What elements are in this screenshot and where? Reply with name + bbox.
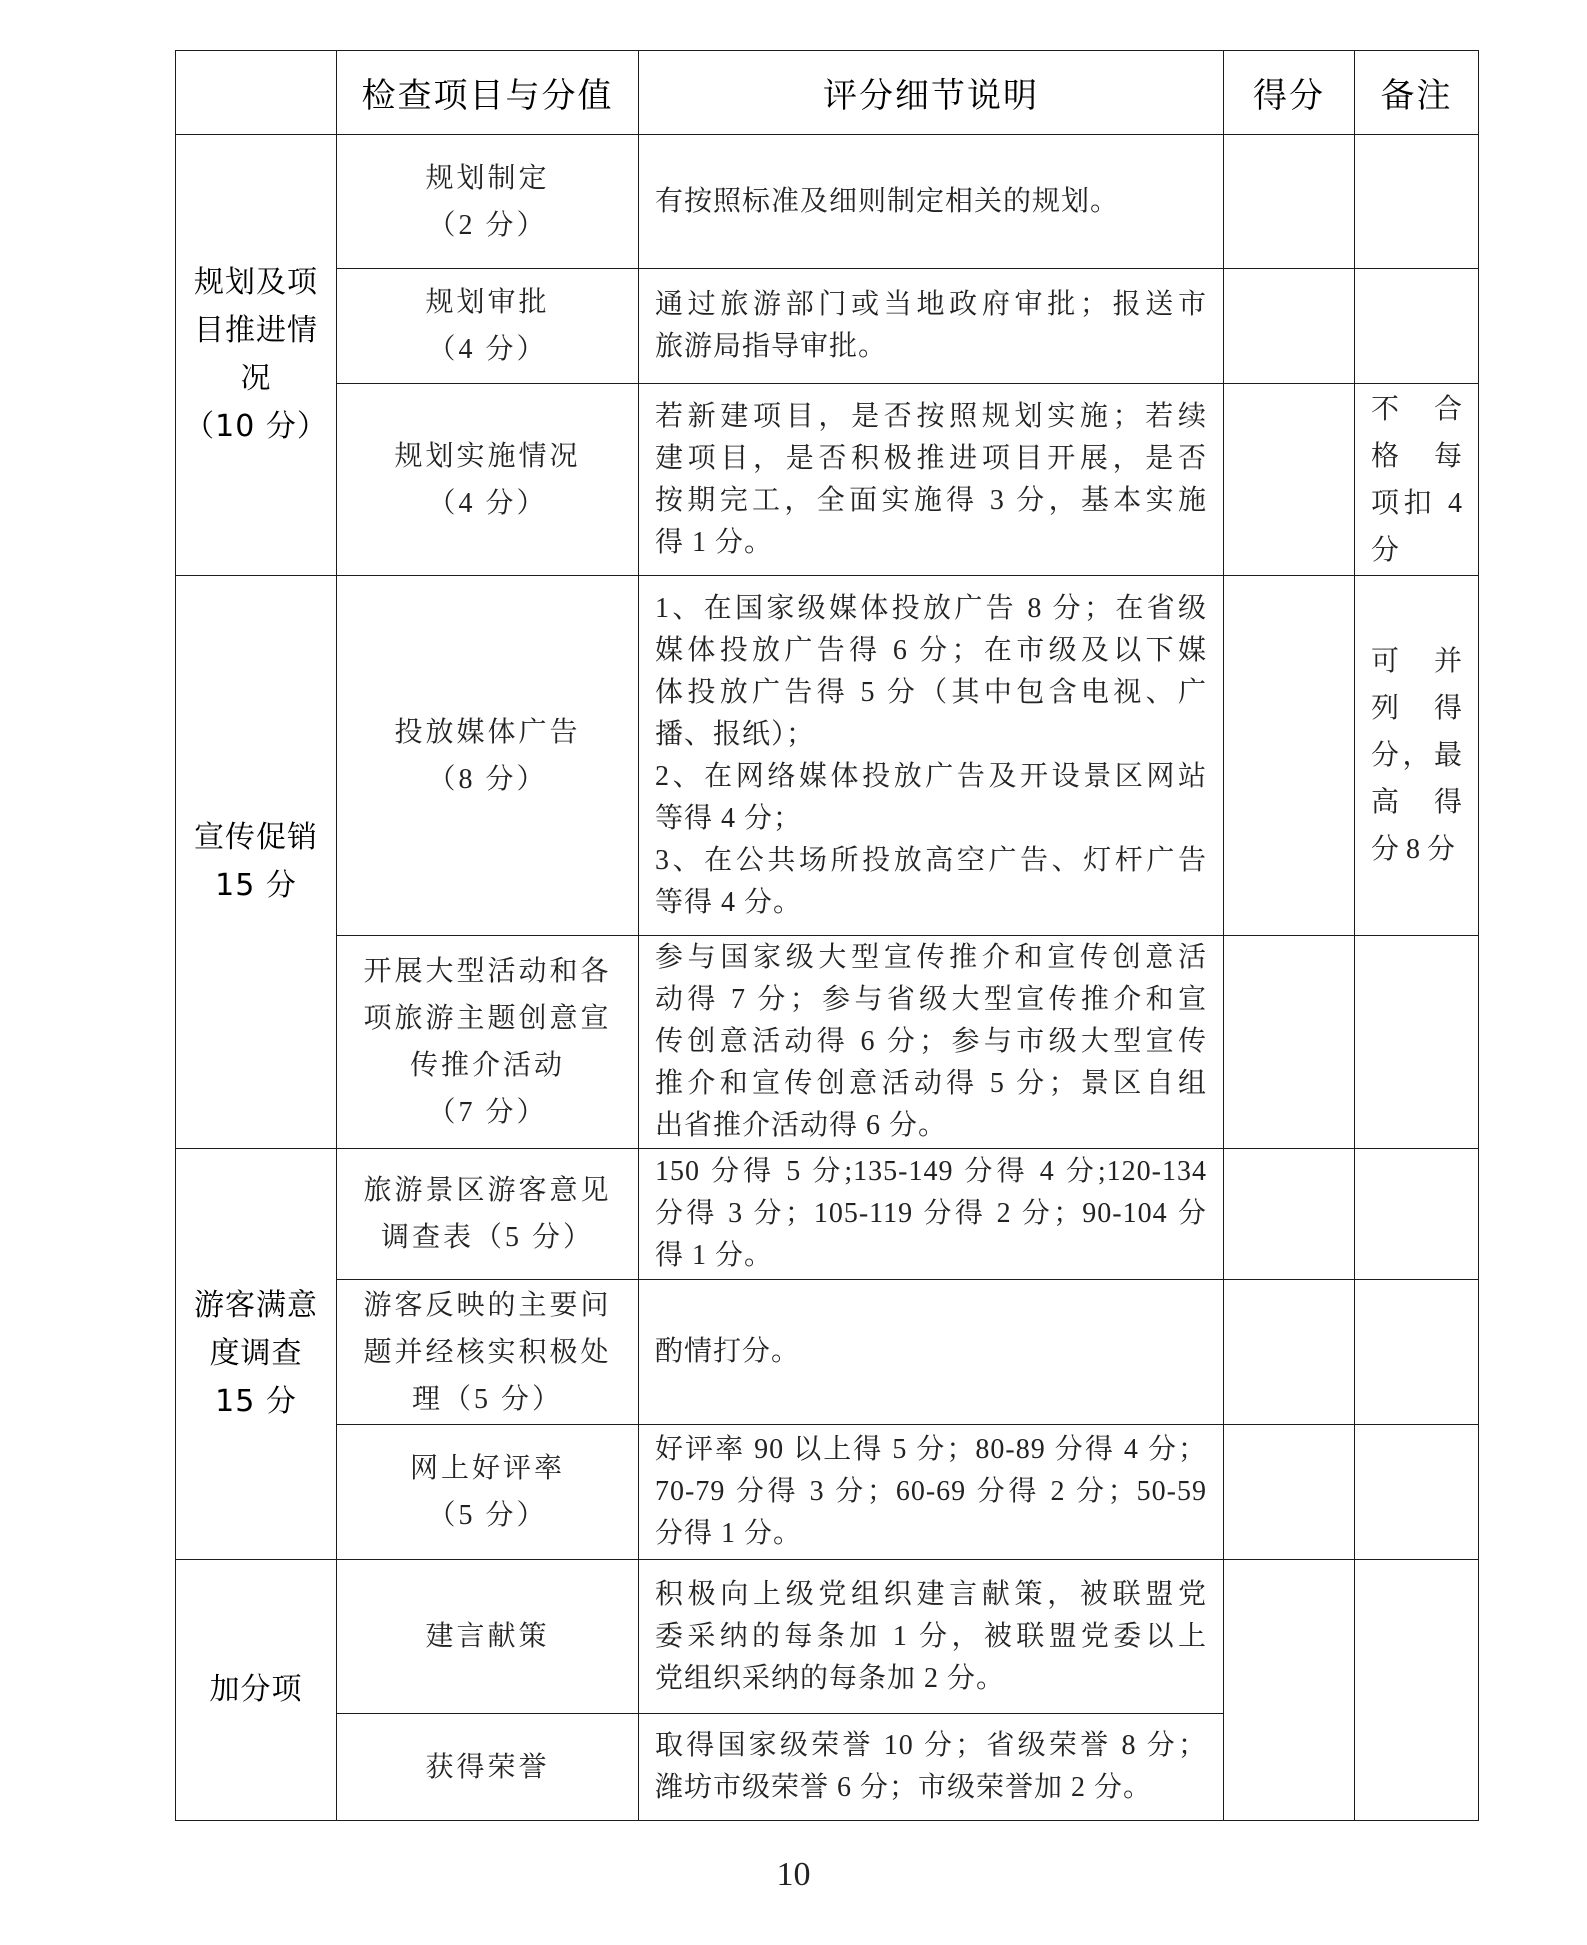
detail-text — [655, 1429, 1207, 1555]
score-cell — [1224, 384, 1355, 576]
item-line: 题并经核实积极处 — [363, 1336, 612, 1368]
item-cell — [337, 1560, 639, 1714]
category-line: 15 分 — [215, 868, 297, 903]
item-cell — [337, 1280, 639, 1425]
item-text — [349, 433, 626, 527]
category-line: 游客满意 — [194, 1288, 318, 1323]
item-line: 投放媒体广告 — [394, 716, 581, 748]
item-line: 游客反映的主要问 — [363, 1289, 612, 1321]
category-cell — [176, 576, 337, 1149]
detail-line: 有按照标准及细则制定相关的规划。 — [655, 185, 1120, 217]
table-row — [176, 1425, 1479, 1560]
category-line: 规划及项 — [194, 265, 318, 300]
item-text — [349, 155, 626, 249]
detail-line: 潍坊市级荣誉 6 分；市级荣誉加 2 分。 — [655, 1772, 1153, 1803]
table-row — [176, 1560, 1479, 1714]
remark-cell — [1355, 1280, 1479, 1425]
item-line: 规划制定 — [425, 162, 550, 194]
detail-text — [655, 284, 1207, 368]
detail-line: 委采纳的每条加 1 分，被联盟党委以上 — [655, 1620, 1207, 1652]
item-line: 调查表（5 分） — [380, 1222, 594, 1253]
score-cell — [1224, 936, 1355, 1149]
category-line: 15 分 — [215, 1384, 297, 1419]
table-row — [176, 1149, 1479, 1280]
detail-line: 得 1 分。 — [655, 526, 774, 558]
item-line: （2 分） — [427, 209, 548, 241]
header-score: 得分 — [1224, 51, 1355, 135]
detail-line: 酌情打分。 — [655, 1336, 801, 1367]
score-cell — [1224, 1149, 1355, 1280]
item-line: 网上好评率 — [409, 1453, 565, 1484]
item-line: 传推介活动 — [409, 1050, 565, 1081]
item-line: 旅游景区游客意见 — [363, 1175, 612, 1206]
remark-text — [1371, 638, 1462, 873]
item-line: 建言献策 — [425, 1621, 550, 1652]
detail-cell — [639, 1280, 1224, 1425]
detail-cell — [639, 1149, 1224, 1280]
category-line: 加分项 — [209, 1672, 303, 1707]
score-cell — [1224, 1560, 1355, 1821]
remark-cell — [1355, 1149, 1479, 1280]
detail-line: 参与国家级大型宣传推介和宣传创意活 — [655, 942, 1207, 973]
item-line: （4 分） — [427, 334, 548, 365]
detail-line: 建项目，是否积极推进项目开展，是否 — [655, 442, 1207, 474]
category-cell — [176, 135, 337, 576]
detail-line: 媒体投放广告得 6 分；在市级及以下媒 — [655, 634, 1207, 666]
score-cell — [1224, 1280, 1355, 1425]
remark-line: 分 8 分 — [1371, 834, 1456, 865]
category-line: 度调查 — [209, 1336, 303, 1371]
detail-cell — [639, 269, 1224, 384]
item-text — [349, 1167, 626, 1261]
remark-cell — [1355, 1560, 1479, 1821]
header-item: 检查项目与分值 — [337, 51, 639, 135]
item-line: 项旅游主题创意宣 — [363, 1003, 612, 1034]
item-cell — [337, 1425, 639, 1560]
category-line: （10 分） — [184, 409, 328, 444]
table-row — [176, 576, 1479, 936]
remark-line: 列得 — [1371, 693, 1462, 724]
item-line: （4 分） — [427, 487, 548, 519]
detail-text — [655, 1151, 1207, 1277]
item-cell — [337, 269, 639, 384]
remark-line: 高得 — [1371, 787, 1462, 818]
detail-line: 得 1 分。 — [655, 1240, 774, 1271]
score-cell — [1224, 576, 1355, 936]
category-text — [182, 814, 330, 910]
remark-cell — [1355, 1425, 1479, 1560]
detail-line: 150 分得 5 分;135-149 分得 4 分;120-134 — [655, 1156, 1207, 1187]
category-line: 宣传促销 — [194, 820, 318, 855]
detail-line: 传创意活动得 6 分；参与市级大型宣传 — [655, 1026, 1207, 1057]
detail-cell — [639, 135, 1224, 269]
item-cell — [337, 576, 639, 936]
table-row — [176, 936, 1479, 1149]
category-text — [182, 1666, 330, 1714]
item-line: 规划审批 — [425, 287, 550, 318]
item-line: 获得荣誉 — [425, 1751, 550, 1783]
table-row — [176, 269, 1479, 384]
detail-line: 1、在国家级媒体投放广告 8 分；在省级 — [655, 592, 1207, 624]
item-cell — [337, 1714, 639, 1821]
detail-line: 取得国家级荣誉 10 分；省级荣誉 8 分； — [655, 1730, 1207, 1761]
table-row — [176, 1280, 1479, 1425]
table-row — [176, 135, 1479, 269]
item-line: 理（5 分） — [411, 1383, 563, 1415]
category-text — [182, 259, 330, 451]
detail-text — [655, 937, 1207, 1147]
score-cell — [1224, 1425, 1355, 1560]
detail-line: 旅游局指导审批。 — [655, 331, 888, 362]
remark-line: 可并 — [1371, 646, 1462, 677]
detail-line: 分得 3 分；105-119 分得 2 分；90-104 分 — [655, 1198, 1207, 1229]
detail-line: 70-79 分得 3 分；60-69 分得 2 分；50-59 — [655, 1476, 1207, 1507]
page-number: 10 — [776, 1856, 811, 1893]
detail-line: 3、在公共场所投放高空广告、灯杆广告 — [655, 844, 1207, 876]
detail-cell — [639, 1425, 1224, 1560]
item-line: 规划实施情况 — [394, 440, 581, 472]
detail-line: 出省推介活动得 6 分。 — [655, 1110, 948, 1141]
detail-cell — [639, 1714, 1224, 1821]
item-text — [349, 1282, 626, 1423]
category-line: 目推进情 — [194, 313, 318, 348]
remark-line: 格每 — [1371, 440, 1462, 472]
item-line: （8 分） — [427, 763, 548, 795]
header-detail: 评分细节说明 — [639, 51, 1224, 135]
detail-line: 若新建项目，是否按照规划实施；若续 — [655, 400, 1207, 432]
detail-line: 分得 1 分。 — [655, 1518, 803, 1549]
remark-cell — [1355, 269, 1479, 384]
detail-text — [655, 396, 1207, 564]
detail-line: 通过旅游部门或当地政府审批；报送市 — [655, 289, 1207, 320]
remark-cell — [1355, 384, 1479, 576]
item-text — [349, 1613, 626, 1660]
detail-cell — [639, 936, 1224, 1149]
item-text — [349, 948, 626, 1136]
detail-text — [655, 1574, 1207, 1700]
detail-text — [655, 1725, 1207, 1809]
category-cell — [176, 1560, 337, 1821]
detail-line: 等得 4 分。 — [655, 886, 803, 918]
remark-cell — [1355, 576, 1479, 936]
detail-line: 按期完工，全面实施得 3 分，基本实施 — [655, 484, 1207, 516]
item-cell — [337, 384, 639, 576]
remark-cell — [1355, 135, 1479, 269]
item-line: 开展大型活动和各 — [363, 956, 612, 987]
detail-line: 等得 4 分； — [655, 802, 803, 834]
remark-line: 分，最 — [1371, 740, 1462, 771]
detail-line: 党组织采纳的每条加 2 分。 — [655, 1662, 1006, 1694]
detail-text — [655, 1331, 1207, 1373]
detail-line: 播、报纸）； — [655, 718, 816, 750]
item-line: （7 分） — [427, 1097, 548, 1128]
item-line: （5 分） — [427, 1500, 548, 1531]
remark-line: 分 — [1371, 534, 1400, 566]
header-blank-cell — [176, 51, 337, 135]
detail-line: 体投放广告得 5 分（其中包含电视、广 — [655, 676, 1207, 708]
remark-text — [1371, 386, 1462, 574]
detail-cell — [639, 576, 1224, 936]
category-text — [182, 1282, 330, 1426]
detail-cell — [639, 1560, 1224, 1714]
item-text — [349, 1445, 626, 1539]
item-cell — [337, 936, 639, 1149]
remark-line: 项扣 4 — [1371, 487, 1462, 519]
category-cell — [176, 1149, 337, 1560]
item-cell — [337, 1149, 639, 1280]
table-row — [176, 384, 1479, 576]
item-text — [349, 709, 626, 803]
category-line: 况 — [240, 361, 272, 396]
detail-line: 动得 7 分；参与省级大型宣传推介和宣 — [655, 984, 1207, 1015]
item-text — [349, 1744, 626, 1791]
header-remark: 备注 — [1355, 51, 1479, 135]
score-cell — [1224, 269, 1355, 384]
item-text — [349, 279, 626, 373]
detail-text — [655, 181, 1207, 223]
remark-line: 不合 — [1371, 393, 1462, 425]
item-cell — [337, 135, 639, 269]
detail-cell — [639, 384, 1224, 576]
detail-text — [655, 588, 1207, 924]
remark-cell — [1355, 936, 1479, 1149]
score-cell — [1224, 135, 1355, 269]
detail-line: 积极向上级党组织建言献策，被联盟党 — [655, 1578, 1207, 1610]
scoring-table — [175, 50, 1479, 1821]
detail-line: 推介和宣传创意活动得 5 分；景区自组 — [655, 1068, 1207, 1099]
detail-line: 好评率 90 以上得 5 分；80-89 分得 4 分； — [655, 1434, 1207, 1465]
header-row — [176, 51, 1479, 135]
detail-line: 2、在网络媒体投放广告及开设景区网站 — [655, 760, 1207, 792]
